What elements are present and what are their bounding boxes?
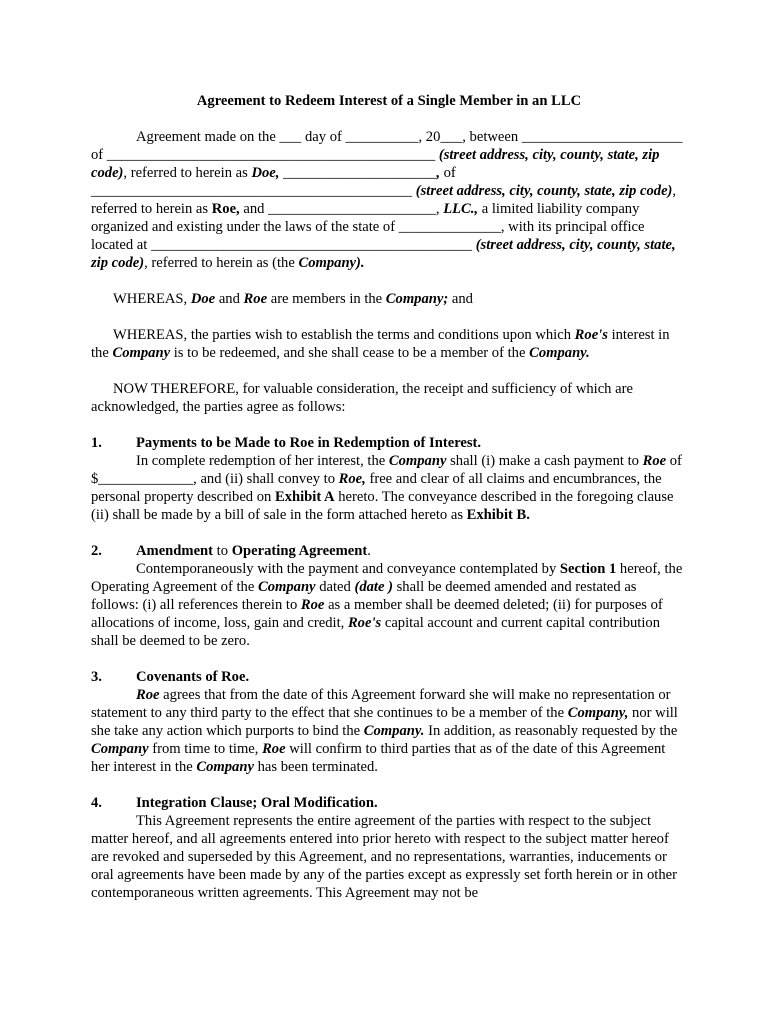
section-body (91, 560, 687, 650)
text-run: Integration Clause; Oral Modification. (136, 795, 378, 811)
text-run: (date ) (354, 579, 393, 595)
text-run: are members in the (267, 291, 386, 307)
text-run: as a member shall be deemed deleted; (ii) for purposes of allocations of income, loss, gain and credit, (91, 597, 663, 631)
text-run: will confirm to third parties that as of the date of this Agreement her interest in the (91, 741, 666, 775)
text-run: Roe's (574, 327, 608, 343)
section-1 (91, 434, 687, 524)
section-number: 3. (91, 669, 102, 685)
text-run: Company (112, 345, 171, 361)
text-run: Roe, (338, 471, 366, 487)
whereas-paragraph-1 (91, 290, 687, 308)
text-run: NOW THEREFORE, for valuable consideration, the receipt and sufficiency of which are acknowledged, the parties agree as follows: (91, 381, 633, 415)
text-run: dated (315, 579, 355, 595)
text-run: Section 1 (559, 561, 617, 577)
section-heading (91, 794, 687, 812)
section-title (136, 668, 249, 686)
text-run: Company (257, 579, 316, 595)
section-body (91, 686, 687, 776)
text-run: Amendment (136, 543, 214, 559)
text-run: , referred to herein as (91, 183, 677, 217)
text-run: a limited liability company organized and existing under the laws of the state of ______________, with its principal office located at ____________________________________________ (91, 201, 645, 253)
section-4 (91, 794, 687, 902)
text-run: Contemporaneously with the payment and conveyance contemplated by (136, 561, 560, 577)
section-title (136, 794, 378, 812)
text-run: Company (388, 453, 447, 469)
section-body (91, 452, 687, 524)
text-run: , referred to herein as (123, 165, 252, 181)
text-run: shall (i) make a cash payment to (446, 453, 643, 469)
whereas-paragraph-2 (91, 326, 687, 362)
section-title (136, 434, 481, 452)
section-heading (91, 542, 687, 560)
section-3 (91, 668, 687, 776)
text-run: _____________________ (279, 165, 437, 181)
text-run: Company, (567, 705, 629, 721)
text-run: In addition, as reasonably requested by the (424, 723, 678, 739)
section-number: 2. (91, 543, 102, 559)
text-run: Company. (363, 723, 425, 739)
section-title (136, 542, 371, 560)
text-run: Doe (190, 291, 216, 307)
text-run: , referred to herein as (the (144, 255, 299, 271)
section-number: 4. (91, 795, 102, 811)
text-run: Operating Agreement (231, 543, 368, 559)
text-run: Covenants of Roe. (136, 669, 250, 685)
text-run: WHEREAS, the parties wish to establish the terms and conditions upon which (113, 327, 575, 343)
text-run: Roe's (347, 615, 382, 631)
text-run: to (213, 543, 232, 559)
text-run: (street address, city, county, state, zip code) (91, 237, 676, 271)
text-run: hereto. The conveyance described in the foregoing clause (ii) shall be made by a bill of sale in the form attached hereto as (91, 489, 674, 523)
text-run: Exhibit B. (466, 507, 530, 523)
text-run: In complete redemption of her interest, the (136, 453, 389, 469)
text-run: shall be deemed amended and restated as follows: (i) all references therein to (91, 579, 637, 613)
now-therefore-paragraph (91, 380, 687, 416)
text-run: (street address, city, county, state, zip code) (91, 147, 660, 181)
text-run: Roe (300, 597, 325, 613)
text-run: from time to time, (148, 741, 263, 757)
text-run: interest in the (91, 327, 670, 361)
text-run: of $_____________, and (ii) shall convey to (91, 453, 682, 487)
text-run: LLC., (443, 201, 479, 217)
text-run: Company (196, 759, 254, 775)
text-run: Company). (298, 255, 365, 271)
text-run: hereof, the Operating Agreement of the (91, 561, 683, 595)
text-run: nor will she take any action which purports to bind the (91, 705, 678, 739)
text-run: and _______________________, (239, 201, 444, 217)
text-run: Company; (385, 291, 449, 307)
text-run: Roe (136, 687, 160, 703)
text-run: Payments to be Made to Roe in Redemption of Interest. (136, 435, 482, 451)
text-run: of ____________________________________________ (91, 165, 456, 199)
text-run: free and clear of all claims and encumbrances, the personal property described on (91, 471, 662, 505)
text-run: and (448, 291, 473, 307)
text-run: Company. (529, 345, 590, 361)
section-number: 1. (91, 435, 102, 451)
text-run: Roe, (211, 201, 240, 217)
text-run: Company (91, 741, 149, 757)
text-run: agrees that from the date of this Agreement forward she will make no representation or statement to any third party to the effect that she continues to be a member of the (91, 687, 671, 721)
section-heading (91, 668, 687, 686)
text-run: Roe (262, 741, 286, 757)
text-run: Roe (642, 453, 667, 469)
text-run: is to be redeemed, and she shall cease to be a member of the (170, 345, 530, 361)
preamble-paragraph (91, 128, 687, 272)
text-run: has been terminated. (253, 759, 378, 775)
text-run: Roe (243, 291, 268, 307)
section-body (91, 812, 687, 902)
text-run: Doe, (251, 165, 280, 181)
text-run: WHEREAS, (113, 291, 191, 307)
section-heading (91, 434, 687, 452)
section-2 (91, 542, 687, 650)
text-run: . (367, 543, 371, 559)
document-page (91, 92, 687, 902)
text-run: capital account and current capital contribution shall be deemed to be zero. (91, 615, 660, 649)
text-run: Exhibit A (274, 489, 335, 505)
text-run: (street address, city, county, state, zip code) (415, 183, 673, 199)
text-run: , (436, 165, 440, 181)
text-run: This Agreement represents the entire agreement of the parties with respect to the subject matter hereof, and all agreements entered into prior hereto with respect to the subject matter hereof are revoked and superseded by this Agreement, and no representations, warranties, inducements or oral agreements have been made by any of the parties except as expressly set forth herein or in other contemporaneous written agreements. This Agreement may not be (91, 813, 677, 901)
text-run: Agreement made on the ___ day of __________, 20___, between ______________________ of _____________________________________________ (91, 129, 683, 163)
text-run: and (215, 291, 244, 307)
document-title: Agreement to Redeem Interest of a Single Member in an LLC (196, 93, 582, 109)
